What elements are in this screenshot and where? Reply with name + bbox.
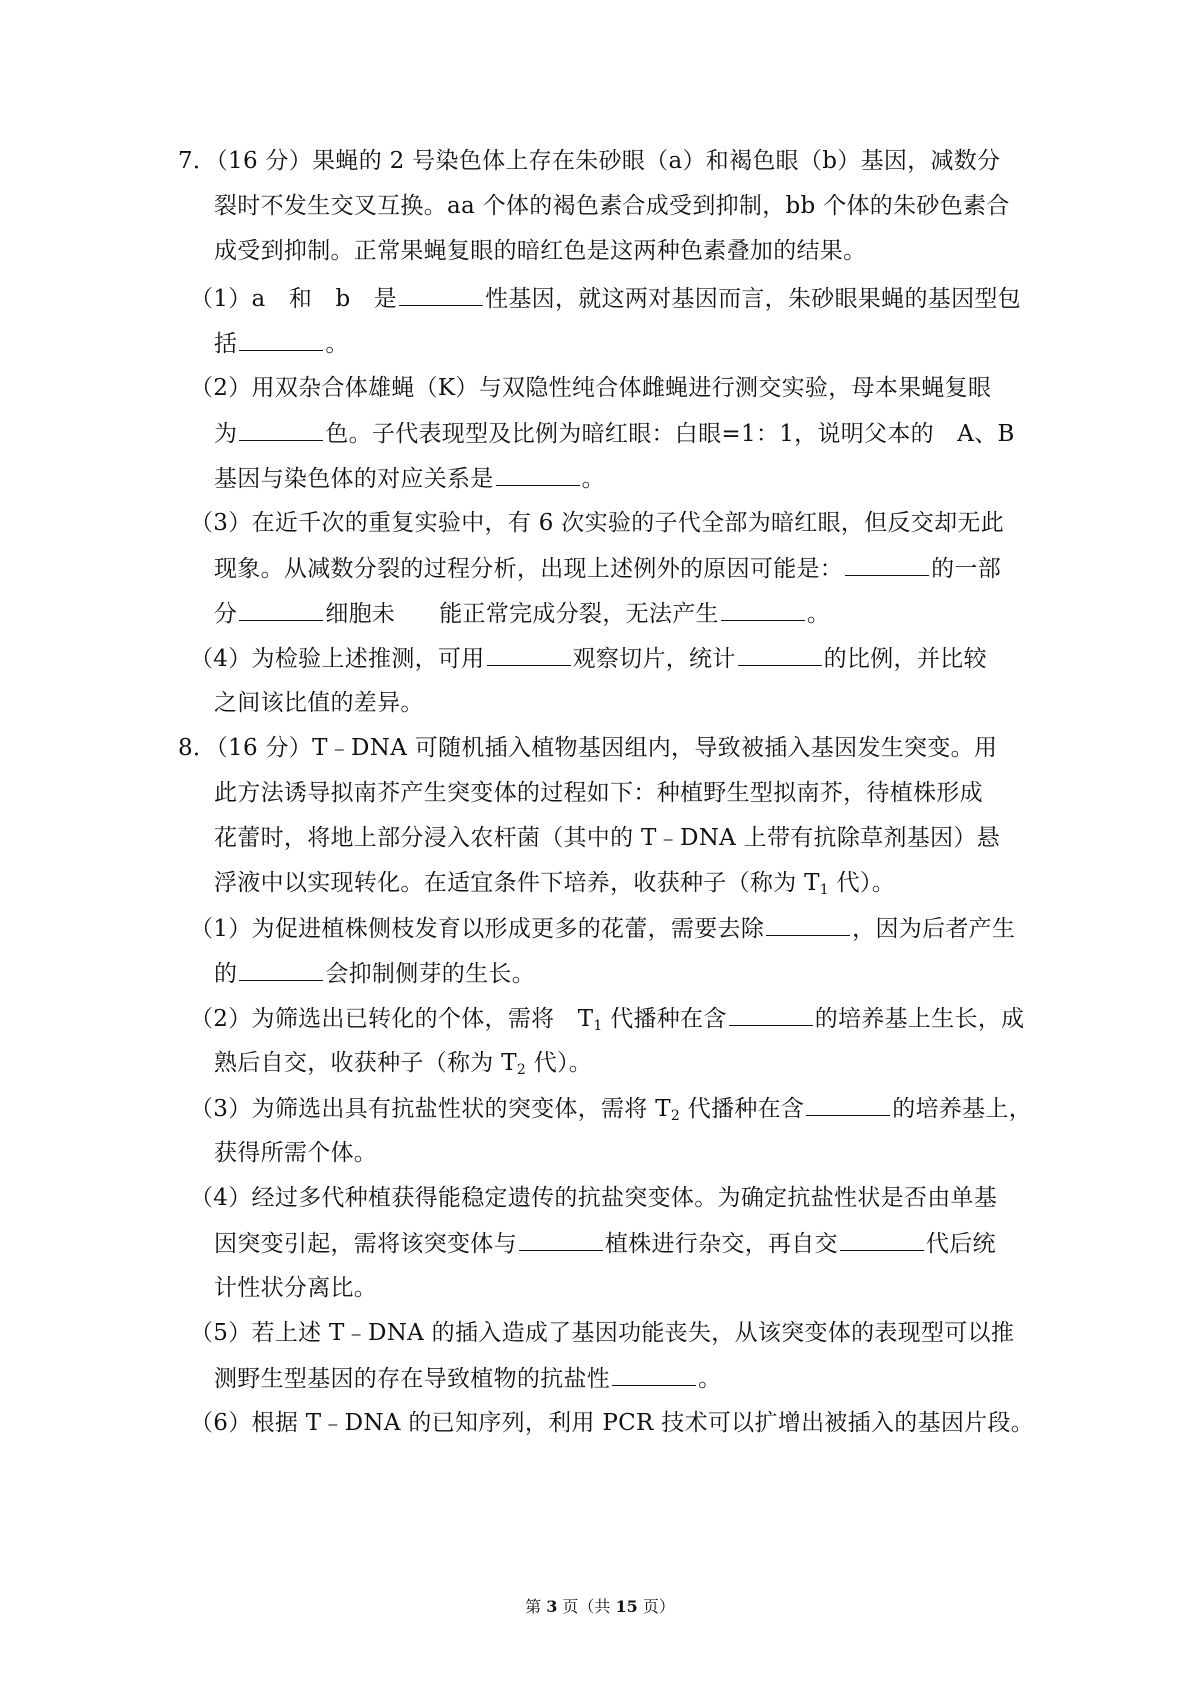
page-number: 3 [546, 1597, 558, 1616]
q7-part3-line2 [214, 553, 1001, 584]
q8-part4-line3: 计性状分离比。 [214, 1275, 378, 1301]
text: 的一部 [931, 556, 1002, 582]
q7-part2-line3 [214, 463, 605, 494]
q8-part2-line1 [190, 1003, 1024, 1034]
answer-blank [496, 463, 580, 486]
q7-part1-line1 [190, 283, 1021, 314]
text: 会抑制侧芽的生长。 [325, 961, 536, 987]
text: 分 [214, 601, 238, 627]
text: 因突变引起，需将该突变体与 [214, 1231, 517, 1257]
text: 的 [214, 961, 238, 987]
text: ，因为后者产生 [852, 916, 1016, 942]
text: 测野生型基因的存在导致植物的抗盐性 [214, 1366, 611, 1392]
q8-part6-line1: （6）根据 T﹣DNA 的已知序列，利用 PCR 技术可以扩增出被插入的基因片段。 [190, 1410, 1035, 1436]
q7-part2-line1: （2）用双杂合体雄蝇（K）与双隐性纯合体雌蝇进行测交实验，母本果蝇复眼 [190, 375, 992, 401]
q8-part2-line2 [214, 1048, 592, 1078]
q8-line-4 [214, 868, 895, 898]
text: 代）。 [828, 870, 895, 896]
text: 代后统 [925, 1231, 996, 1257]
footer-middle: 页（共 [557, 1597, 616, 1616]
text: 色。子代表现型及比例为暗红眼：白眼=1：1，说明父本的 A、B [325, 421, 1015, 447]
answer-blank [840, 1228, 924, 1251]
answer-blank [845, 553, 929, 576]
q7-line-1: 7．（16 分）果蝇的 2 号染色体上存在朱砂眼（a）和褐色眼（b）基因，减数分 [178, 148, 1001, 174]
text: 代播种在含 [680, 1096, 805, 1122]
text: 观察切片，统计 [572, 646, 736, 672]
text: 细胞未 [325, 601, 396, 627]
text: 括 [214, 331, 238, 357]
text: （1）a 和 b 是 [190, 286, 398, 312]
answer-blank [239, 328, 323, 351]
text: 代）。 [526, 1050, 593, 1076]
text: 。 [325, 331, 349, 357]
q7-line-3: 成受到抑制。正常果蝇复眼的暗红色是这两种色素叠加的结果。 [214, 238, 867, 264]
text: 熟后自交，收获种子（称为 T [214, 1050, 517, 1076]
footer-prefix: 第 [525, 1597, 547, 1616]
text: 的比例，并比较 [823, 646, 987, 672]
q7-line-2: 裂时不发生交叉互换。aa 个体的褐色素合成受到抑制，bb 个体的朱砂色素合 [214, 193, 1010, 219]
q8-part4-line2 [214, 1228, 996, 1259]
answer-blank [487, 643, 571, 666]
answer-blank [519, 1228, 603, 1251]
subscript: 2 [516, 1062, 527, 1078]
subscript: 1 [593, 1018, 603, 1034]
footer-suffix: 页） [637, 1597, 675, 1616]
text: 。 [698, 1366, 722, 1392]
answer-blank [729, 1003, 813, 1026]
q7-part4-line2: 之间该比值的差异。 [214, 690, 424, 716]
answer-blank [612, 1363, 696, 1386]
text: 能正常完成分裂，无法产生 [439, 601, 719, 627]
page-total: 15 [615, 1597, 638, 1616]
answer-blank [738, 643, 822, 666]
q8-part5-line2 [214, 1363, 721, 1394]
answer-blank [806, 1093, 890, 1116]
answer-blank [766, 913, 850, 936]
q7-part2-line2 [214, 418, 1015, 449]
q8-part3-line1 [190, 1093, 1032, 1124]
q7-part1-line2 [214, 328, 349, 359]
text: 基因与染色体的对应关系是 [214, 466, 494, 492]
q7-part3-line3 [214, 598, 830, 629]
q8-part1-line1 [190, 913, 1015, 944]
text: （3）为筛选出具有抗盐性状的突变体，需将 T [190, 1096, 671, 1122]
text: 浮液中以实现转化。在适宜条件下培养，收获种子（称为 T [214, 870, 820, 896]
answer-blank [239, 418, 323, 441]
answer-blank [721, 598, 805, 621]
q8-part1-line2 [214, 958, 535, 989]
subscript: 1 [819, 882, 829, 898]
text: 的培养基上生长，成 [814, 1006, 1025, 1032]
text: （1）为促进植株侧枝发育以形成更多的花蕾，需要去除 [190, 916, 765, 942]
text: 。 [806, 601, 831, 627]
text: （4）为检验上述推测，可用 [190, 646, 485, 672]
text: 性基因，就这两对基因而言，朱砂眼果蝇的基因型包 [485, 286, 1021, 312]
q7-part3-line1: （3）在近千次的重复实验中，有 6 次实验的子代全部为暗红眼，但反交却无此 [190, 510, 1004, 536]
text: 。 [581, 466, 605, 492]
q8-part5-line1: （5）若上述 T﹣DNA 的插入造成了基因功能丧失，从该突变体的表现型可以推 [190, 1320, 1015, 1346]
q8-line-2: 此方法诱导拟南芥产生突变体的过程如下：种植野生型拟南芥，待植株形成 [214, 780, 983, 806]
answer-blank [239, 598, 323, 621]
page-footer [0, 1596, 1200, 1618]
text: 代播种在含 [602, 1006, 727, 1032]
q8-line-1: 8．（16 分）T﹣DNA 可随机插入植物基因组内，导致被插入基因发生突变。用 [178, 735, 998, 761]
text: （2）为筛选出已转化的个体，需将 T [190, 1006, 594, 1032]
answer-blank [399, 283, 483, 306]
text: 现象。从减数分裂的过程分析，出现上述例外的原因可能是： [214, 556, 844, 582]
text: 为 [214, 421, 238, 447]
subscript: 2 [670, 1108, 681, 1124]
text: 的培养基上， [892, 1096, 1033, 1122]
q7-part4-line1 [190, 643, 987, 674]
q8-part3-line2: 获得所需个体。 [214, 1140, 378, 1166]
q8-part4-line1: （4）经过多代种植获得能稳定遗传的抗盐突变体。为确定抗盐性状是否由单基 [190, 1185, 998, 1211]
answer-blank [239, 958, 323, 981]
text: 植株进行杂交，再自交 [604, 1231, 838, 1257]
q8-line-3: 花蕾时，将地上部分浸入农杆菌（其中的 T﹣DNA 上带有抗除草剂基因）悬 [214, 825, 1000, 851]
